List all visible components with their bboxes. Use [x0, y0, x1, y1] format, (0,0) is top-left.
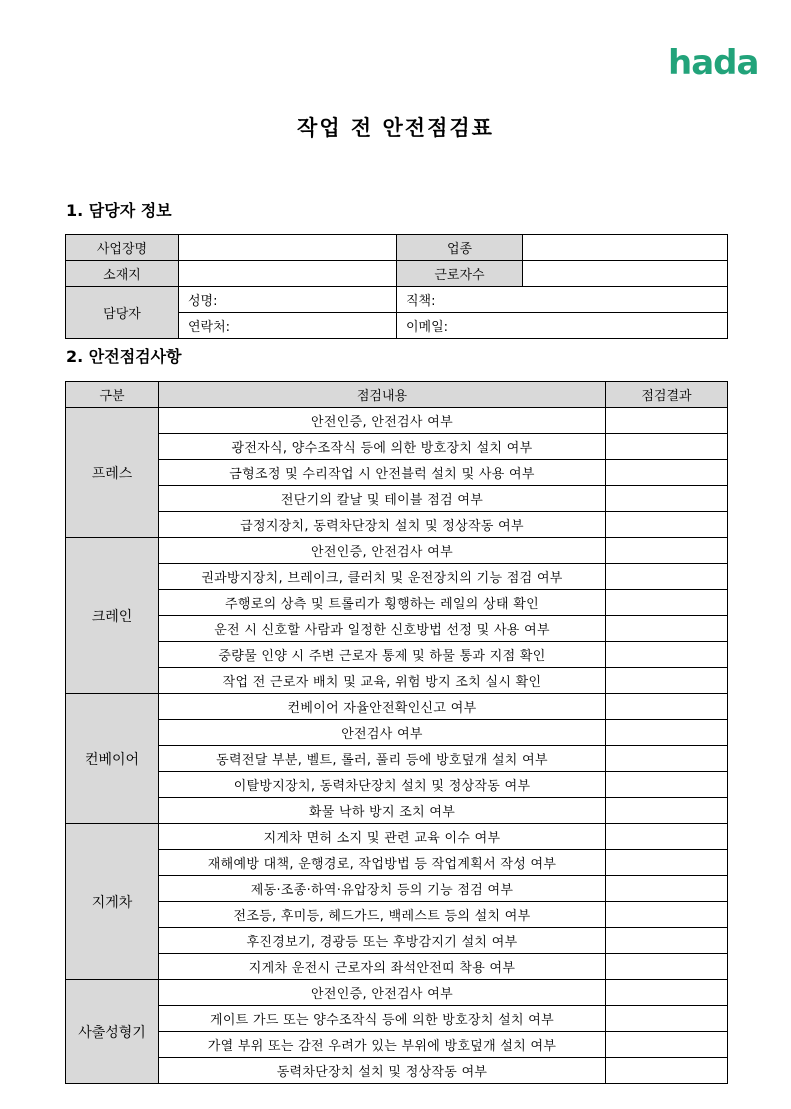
check-item: 지게차 운전시 근로자의 좌석안전띠 착용 여부 — [159, 954, 606, 980]
check-result-cell[interactable] — [606, 1032, 728, 1058]
check-item: 전단기의 칼날 및 테이블 점검 여부 — [159, 486, 606, 512]
business-name-field[interactable] — [179, 235, 397, 261]
check-result-cell[interactable] — [606, 928, 728, 954]
table-row — [66, 261, 728, 287]
table-row — [66, 746, 728, 772]
table-row — [66, 954, 728, 980]
check-result-cell[interactable] — [606, 668, 728, 694]
check-item: 동력전달 부분, 벨트, 롤러, 풀리 등에 방호덮개 설치 여부 — [159, 746, 606, 772]
table-row — [66, 287, 728, 313]
table-row — [66, 694, 728, 720]
position-field[interactable]: 직책: — [397, 287, 728, 313]
check-item: 게이트 가드 또는 양수조작식 등에 의한 방호장치 설치 여부 — [159, 1006, 606, 1032]
manager-info-table — [65, 234, 728, 339]
check-item: 전조등, 후미등, 헤드가드, 백레스트 등의 설치 여부 — [159, 902, 606, 928]
table-row — [66, 235, 728, 261]
check-result-cell[interactable] — [606, 954, 728, 980]
table-row — [66, 668, 728, 694]
business-name-label: 사업장명 — [66, 235, 179, 261]
email-field[interactable]: 이메일: — [397, 313, 728, 339]
check-item: 안전인증, 안전검사 여부 — [159, 980, 606, 1006]
table-row — [66, 538, 728, 564]
check-result-cell[interactable] — [606, 720, 728, 746]
check-result-cell[interactable] — [606, 850, 728, 876]
check-item: 제동·조종·하역·유압장치 등의 기능 점검 여부 — [159, 876, 606, 902]
result-header: 점검결과 — [606, 382, 728, 408]
check-item: 권과방지장치, 브레이크, 클러치 및 운전장치의 기능 점검 여부 — [159, 564, 606, 590]
contact-field[interactable]: 연락처: — [179, 313, 397, 339]
check-item: 광전자식, 양수조작식 등에 의한 방호장치 설치 여부 — [159, 434, 606, 460]
check-item: 작업 전 근로자 배치 및 교육, 위험 방지 조치 실시 확인 — [159, 668, 606, 694]
check-result-cell[interactable] — [606, 408, 728, 434]
safety-checklist-table — [65, 381, 728, 1084]
check-item: 금형조정 및 수리작업 시 안전블럭 설치 및 사용 여부 — [159, 460, 606, 486]
check-item: 운전 시 신호할 사람과 일정한 신호방법 선정 및 사용 여부 — [159, 616, 606, 642]
check-result-cell[interactable] — [606, 798, 728, 824]
check-item: 가열 부위 또는 감전 우려가 있는 부위에 방호덮개 설치 여부 — [159, 1032, 606, 1058]
check-result-cell[interactable] — [606, 564, 728, 590]
check-result-cell[interactable] — [606, 486, 728, 512]
check-result-cell[interactable] — [606, 746, 728, 772]
table-row — [66, 642, 728, 668]
table-row — [66, 616, 728, 642]
category-cell: 프레스 — [66, 408, 159, 538]
check-item: 안전검사 여부 — [159, 720, 606, 746]
check-result-cell[interactable] — [606, 824, 728, 850]
hada-logo: hada — [668, 43, 759, 83]
table-row — [66, 1032, 728, 1058]
table-row — [66, 434, 728, 460]
check-item: 재해예방 대책, 운행경로, 작업방법 등 작업계획서 작성 여부 — [159, 850, 606, 876]
check-item: 안전인증, 안전검사 여부 — [159, 538, 606, 564]
table-header-row — [66, 382, 728, 408]
check-result-cell[interactable] — [606, 434, 728, 460]
check-item: 컨베이어 자율안전확인신고 여부 — [159, 694, 606, 720]
category-header: 구분 — [66, 382, 159, 408]
table-row — [66, 928, 728, 954]
page-title: 작업 전 안전점검표 — [297, 116, 494, 140]
table-row — [66, 902, 728, 928]
section-heading-manager-info: 1. 담당자 정보 — [66, 201, 172, 220]
industry-field[interactable] — [523, 235, 728, 261]
check-result-cell[interactable] — [606, 616, 728, 642]
check-result-cell[interactable] — [606, 876, 728, 902]
table-row — [66, 1006, 728, 1032]
category-cell: 크레인 — [66, 538, 159, 694]
check-result-cell[interactable] — [606, 980, 728, 1006]
table-row — [66, 512, 728, 538]
check-item: 후진경보기, 경광등 또는 후방감지기 설치 여부 — [159, 928, 606, 954]
table-row — [66, 772, 728, 798]
category-cell: 컨베이어 — [66, 694, 159, 824]
workers-field[interactable] — [523, 261, 728, 287]
table-row — [66, 876, 728, 902]
table-row — [66, 408, 728, 434]
check-result-cell[interactable] — [606, 642, 728, 668]
check-result-cell[interactable] — [606, 512, 728, 538]
check-result-cell[interactable] — [606, 694, 728, 720]
check-item: 중량물 인양 시 주변 근로자 통제 및 하물 통과 지점 확인 — [159, 642, 606, 668]
check-result-cell[interactable] — [606, 902, 728, 928]
checklist-body — [66, 408, 728, 1084]
table-row — [66, 486, 728, 512]
category-cell: 지게차 — [66, 824, 159, 980]
check-result-cell[interactable] — [606, 538, 728, 564]
workers-label: 근로자수 — [397, 261, 523, 287]
check-item: 급정지장치, 동력차단장치 설치 및 정상작동 여부 — [159, 512, 606, 538]
industry-label: 업종 — [397, 235, 523, 261]
check-result-cell[interactable] — [606, 590, 728, 616]
check-item: 안전인증, 안전검사 여부 — [159, 408, 606, 434]
check-result-cell[interactable] — [606, 1058, 728, 1084]
manager-label: 담당자 — [66, 287, 179, 339]
check-item: 동력차단장치 설치 및 정상작동 여부 — [159, 1058, 606, 1084]
content-header: 점검내용 — [159, 382, 606, 408]
check-item: 주행로의 상측 및 트롤리가 횡행하는 레일의 상태 확인 — [159, 590, 606, 616]
table-row — [66, 590, 728, 616]
location-field[interactable] — [179, 261, 397, 287]
check-result-cell[interactable] — [606, 772, 728, 798]
name-field[interactable]: 성명: — [179, 287, 397, 313]
table-row — [66, 720, 728, 746]
check-result-cell[interactable] — [606, 460, 728, 486]
check-item: 지게차 면허 소지 및 관련 교육 이수 여부 — [159, 824, 606, 850]
table-row — [66, 1058, 728, 1084]
table-row — [66, 824, 728, 850]
location-label: 소재지 — [66, 261, 179, 287]
table-row — [66, 850, 728, 876]
check-item: 화물 낙하 방지 조치 여부 — [159, 798, 606, 824]
table-row — [66, 798, 728, 824]
table-row — [66, 460, 728, 486]
check-result-cell[interactable] — [606, 1006, 728, 1032]
section-heading-safety-checks: 2. 안전점검사항 — [66, 347, 182, 366]
table-row — [66, 980, 728, 1006]
category-cell: 사출성형기 — [66, 980, 159, 1084]
table-row — [66, 564, 728, 590]
check-item: 이탈방지장치, 동력차단장치 설치 및 정상작동 여부 — [159, 772, 606, 798]
